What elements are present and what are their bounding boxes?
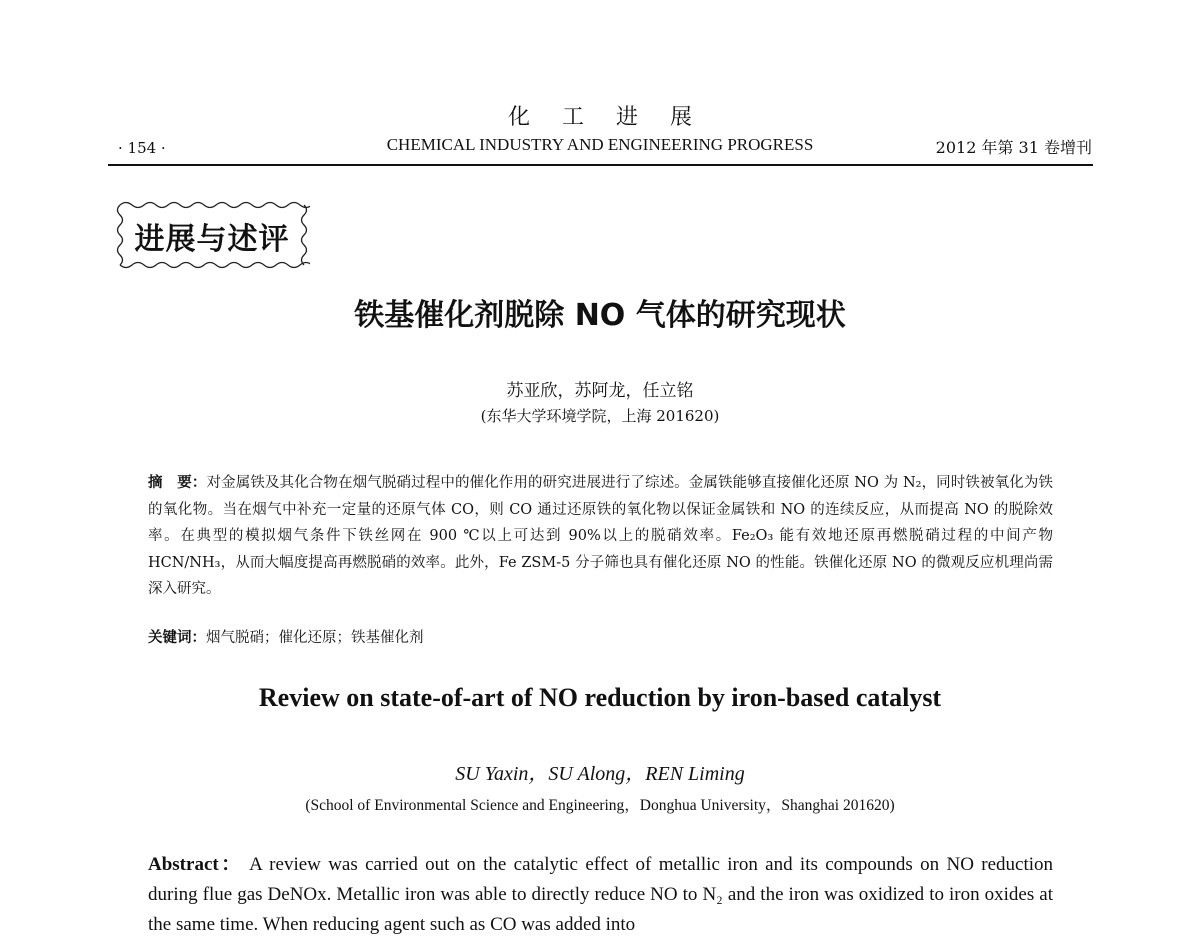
issue-info: 2012 年第 31 卷增刊 (935, 138, 1092, 157)
journal-title-en: CHEMICAL INDUSTRY AND ENGINEERING PROGRESS (386, 135, 814, 154)
abstract-en-label: Abstract： (148, 854, 243, 875)
abstract-cn (148, 470, 1053, 603)
page-number: · 154 · (118, 139, 166, 157)
paper-title-en: Review on state-of-art of NO reduction by iron-based catalyst (258, 683, 942, 712)
abstract-cn-text: 对金属铁及其化合物在烟气脱硝过程中的催化作用的研究进展进行了综述。金属铁能够直接催化还原 NO 为 N₂，同时铁被氧化为铁的氧化物。当在烟气中补充一定量的还原气体 CO，则 CO 通过还原铁的氧化物以保证金属铁和 NO 的连续反应，从而提高 NO 的脱除效率。在典型的模拟烟气条件下铁丝网在 900 ℃以上可达到 90%以上的脱硝效率。Fe₂O₃ 能有效地还原再燃脱硝过程的中间产物 HCN/NH₃，从而大幅度提高再燃脱硝的效率。此外，Fe ZSM-5 分子筛也具有催化还原 NO 的性能。铁催化还原 NO 的微观反应机理尚需深入研究。 (148, 475, 1053, 597)
column-badge-label: 进展与述评 (134, 222, 290, 257)
keywords-cn (148, 626, 1053, 647)
abstract-cn-label: 摘 要： (148, 475, 207, 491)
header-rule (108, 164, 1093, 166)
affiliation-en: (School of Environmental Science and Engineering，Donghua University，Shanghai 201620) (305, 797, 895, 814)
column-badge (112, 197, 310, 273)
keywords-cn-label: 关键词： (148, 630, 206, 646)
abstract-en-text: A review was carried out on the catalytic effect of metallic iron and its compounds on NO reduction during flue gas DeNOx. Metallic iron was able to directly reduce NO to N₂ and the iron was oxidized to iron oxides at the same time. When reducing agent such as CO was added into (148, 854, 1054, 935)
abstract-en (148, 850, 1053, 940)
journal-title-cn: 化工进展 (507, 105, 724, 130)
keywords-cn-text: 烟气脱硝；催化还原；铁基催化剂 (206, 630, 424, 646)
paper-title-cn: 铁基催化剂脱除 NO 气体的研究现状 (354, 298, 846, 333)
authors-cn: 苏亚欣，苏阿龙，任立铭 (506, 381, 694, 401)
authors-en: SU Yaxin，SU Along，REN Liming (455, 763, 745, 785)
affiliation-cn: (东华大学环境学院，上海 201620) (480, 407, 720, 425)
